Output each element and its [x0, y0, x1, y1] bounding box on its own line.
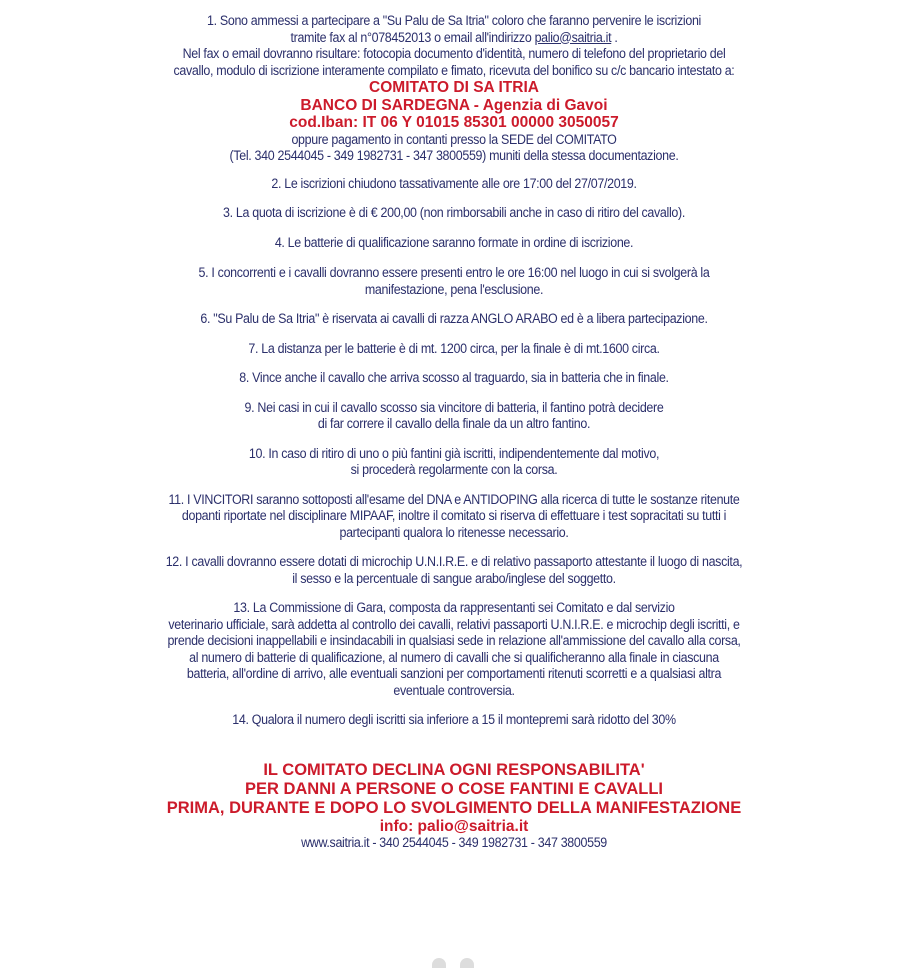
rule-10-line-1: 10. In caso di ritiro di uno o più fantini già iscritti, indipendentemente dal motivo,	[248, 445, 660, 461]
rule-1-line-6: (Tel. 340 2544045 - 349 1982731 - 347 3800559) muniti della stessa documentazione.	[229, 148, 679, 163]
bank-holder: COMITATO DI SA ITRIA	[369, 79, 539, 96]
rule-13-line-3: prende decisioni inappellabili e insindacabili in qualsiasi sede in relazione all'ammissione del cavallo alla corsa,	[167, 633, 741, 648]
contacts: www.saitria.it - 340 2544045 - 349 1982731 - 347 3800559	[301, 835, 607, 850]
rule-13-line-6: eventuale controversia.	[393, 682, 515, 698]
rule-1-line-4: cavallo, modulo di iscrizione interamente compilato e fimato, ricevuta del bonifico su c/c bancario intestato a:	[173, 62, 735, 78]
rule-13-line-5: batteria, all'ordine di arrivo, alle eventuali sanzioni per comportamenti ritenuti scorretti e a qualsiasi altra	[186, 666, 722, 681]
punct: .	[611, 29, 618, 45]
iban: cod.Iban: IT 06 Y 01015 85301 00000 3050057	[289, 114, 619, 131]
email-link[interactable]: palio@saitria.it	[534, 29, 612, 45]
rule-10-line-2: si procederà regolarmente con la corsa.	[350, 462, 558, 477]
rule-12-line-2: il sesso e la percentuale di sangue arabo/inglese del soggetto.	[292, 570, 616, 586]
info-email: info: palio@saitria.it	[379, 817, 529, 835]
rule-7: 7. La distanza per le batterie è di mt. 1200 circa, per la finale è di mt.1600 circa.	[248, 340, 660, 356]
fax-text: tramite fax al n°078452013 o email all'indirizzo	[290, 29, 535, 45]
disclaimer-line-2: PER DANNI A PERSONE O COSE FANTINI E CAVALLI	[244, 779, 664, 798]
rule-9-line-2: di far correre il cavallo della finale da un altro fantino.	[317, 416, 591, 431]
rule-1-line-3: Nel fax o email dovranno risultare: fotocopia documento d'identità, numero di telefono del proprietario del	[182, 46, 726, 61]
rule-5-line-1: 5. I concorrenti e i cavalli dovranno essere presenti entro le ore 16:00 nel luogo in cui si svolgerà la	[198, 265, 710, 280]
rule-14: 14. Qualora il numero degli iscritti sia inferiore a 15 il montepremi sarà ridotto del 30%	[232, 712, 676, 727]
rule-9-line-1: 9. Nei casi in cui il cavallo scosso sia vincitore di batteria, il fantino potrà decidere	[244, 399, 664, 415]
rule-8: 8. Vince anche il cavallo che arriva scosso al traguardo, sia in batteria che in finale.	[239, 370, 669, 385]
bank-name: BANCO DI SARDEGNA - Agenzia di Gavoi	[300, 96, 608, 114]
rule-1-line-1: 1. Sono ammessi a partecipare a "Su Palu de Sa Itria" coloro che faranno pervenire le iscrizioni	[206, 13, 701, 28]
rule-4: 4. Le batterie di qualificazione saranno formate in ordine di iscrizione.	[274, 234, 634, 250]
disclaimer-line-1: IL COMITATO DECLINA OGNI RESPONSABILITA'	[263, 760, 645, 779]
rule-6: 6. "Su Palu de Sa Itria" è riservata ai cavalli di razza ANGLO ARABO ed è a libera partecipazione.	[200, 311, 708, 326]
rule-13-line-2: veterinario ufficiale, sarà addetta al controllo dei cavalli, relativi passaporti U.N.I.R.E. e microchip degli iscritti, e	[168, 616, 740, 632]
rule-1-line-2	[32, 30, 876, 47]
rule-11-line-1: 11. I VINCITORI saranno sottoposti all'esame del DNA e ANTIDOPING alla ricerca di tutte le sostanze ritenute	[168, 491, 740, 507]
rule-12-line-1: 12. I cavalli dovranno essere dotati di microchip U.N.I.R.E. e di relativo passaporto attestante il luogo di nascita,	[165, 554, 743, 569]
rule-1-line-5: oppure pagamento in contanti presso la SEDE del COMITATO	[291, 131, 617, 147]
rule-5-line-2: manifestazione, pena l'esclusione.	[364, 281, 544, 297]
rule-11-line-3: partecipanti qualora lo ritenesse necessario.	[339, 524, 569, 540]
rule-3: 3. La quota di iscrizione è di € 200,00 (non rimborsabili anche in caso di ritiro del cavallo).	[223, 205, 685, 220]
rule-13-line-4: al numero di batterie di qualificazione, al numero di cavalli che si qualificheranno alla finale in ciascuna	[189, 649, 719, 665]
decorative-shapes	[432, 955, 488, 973]
rule-2: 2. Le iscrizioni chiudono tassativamente alle ore 17:00 del 27/07/2019.	[271, 175, 637, 191]
rule-11-line-2: dopanti riportate nel disciplinare MIPAAF, inoltre il comitato si riserva di effettuare i test sopracitati su tutti i	[181, 508, 727, 523]
disclaimer-line-3: PRIMA, DURANTE E DOPO LO SVOLGIMENTO DELLA MANIFESTAZIONE	[166, 798, 742, 817]
rule-13-line-1: 13. La Commissione di Gara, composta da rappresentanti sei Comitato e dal servizio	[233, 600, 675, 615]
